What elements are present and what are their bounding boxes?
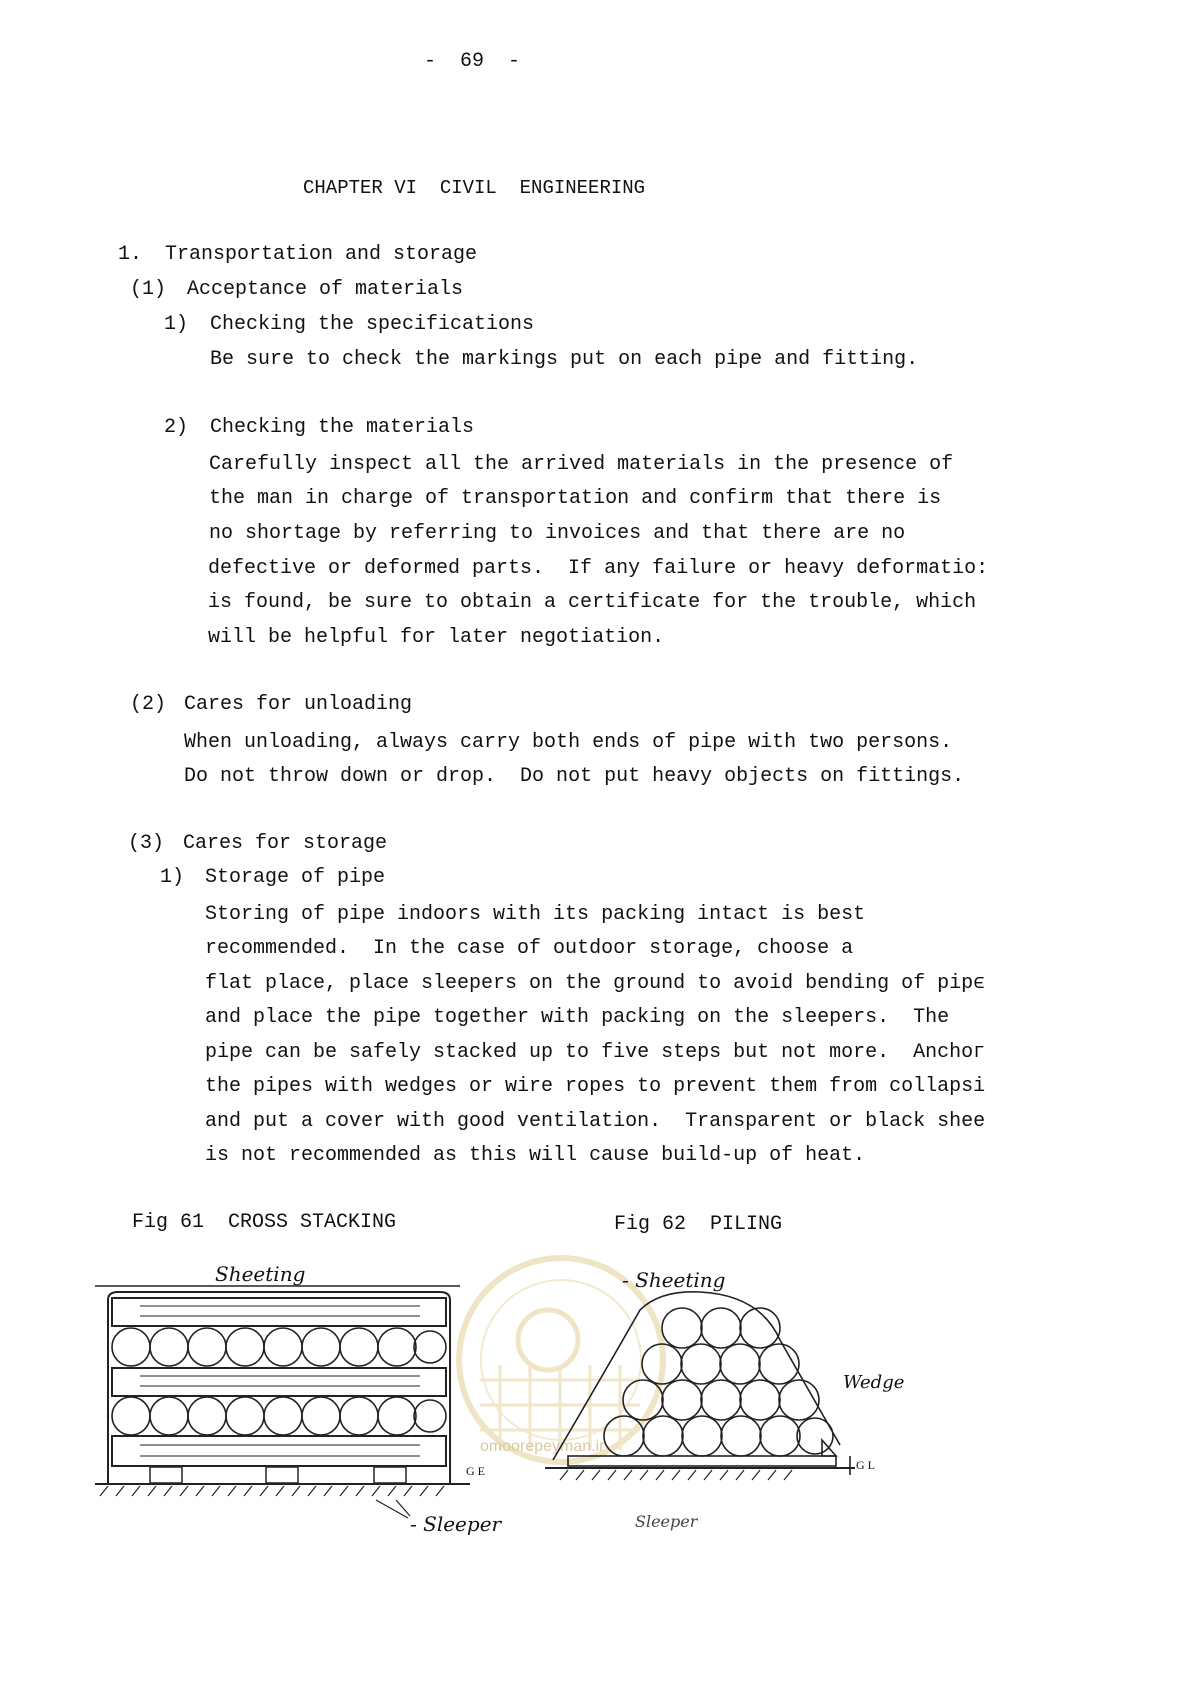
watermark-text: omoorepeyman.ir bbox=[480, 1438, 605, 1455]
label-wedge-62: Wedge bbox=[843, 1372, 905, 1393]
paragraph-line: Be sure to check the markings put on each pipe and fitting. bbox=[210, 348, 919, 371]
paragraph-line: will be helpful for later negotiation. bbox=[208, 626, 665, 649]
subsection-number: (2) bbox=[130, 693, 167, 716]
label-ground-62: G L bbox=[856, 1458, 875, 1472]
figure-caption: Fig 62 PILING bbox=[614, 1213, 783, 1236]
item-number: 1) bbox=[160, 866, 185, 889]
paragraph-line: flat place, place sleepers on the ground to avoid bending of pipϵ bbox=[205, 972, 986, 995]
section-title: Transportation and storage bbox=[165, 243, 478, 266]
paragraph-line: Do not throw down or drop. Do not put heavy objects on fittings. bbox=[184, 765, 965, 788]
paragraph-line: is found, be sure to obtain a certificate for the trouble, which bbox=[208, 591, 977, 614]
label-ground-61: G E bbox=[466, 1464, 485, 1478]
subsection-number: (1) bbox=[130, 278, 167, 301]
item-title: Checking the specifications bbox=[210, 313, 535, 336]
item-number: 2) bbox=[164, 416, 189, 439]
item-title: Checking the materials bbox=[210, 416, 475, 439]
item-title: Storage of pipe bbox=[205, 866, 386, 889]
paragraph-line: the pipes with wedges or wire ropes to prevent them from collapsi bbox=[205, 1075, 986, 1098]
chapter-title: CHAPTER VI CIVIL ENGINEERING bbox=[303, 177, 646, 199]
paragraph-line: defective or deformed parts. If any failure or heavy deformatio: bbox=[208, 557, 989, 580]
paragraph-line: pipe can be safely stacked up to five steps but not more. Anchoг bbox=[205, 1041, 986, 1064]
label-sleeper-61: - Sleeper bbox=[410, 1512, 502, 1536]
section-number: 1. bbox=[118, 243, 143, 266]
paragraph-line: When unloading, always carry both ends of pipe with two persons. bbox=[184, 731, 953, 754]
subsection-title: Cares for storage bbox=[183, 832, 388, 855]
label-sleeper-62: Sleeper bbox=[635, 1512, 698, 1531]
label-sheeting-62: - Sheeting bbox=[622, 1268, 726, 1292]
subsection-title: Cares for unloading bbox=[184, 693, 413, 716]
paragraph-line: Carefully inspect all the arrived materials in the presence of bbox=[209, 453, 954, 476]
page-number: - 69 - bbox=[424, 50, 521, 73]
label-sheeting-61: Sheeting bbox=[215, 1262, 306, 1286]
paragraph-line: the man in charge of transportation and confirm that there is bbox=[209, 487, 942, 510]
paragraph-line: is not recommended as this will cause build-up of heat. bbox=[205, 1144, 866, 1167]
paragraph-line: and place the pipe together with packing on the sleepers. The bbox=[205, 1006, 950, 1029]
paragraph-line: recommended. In the case of outdoor storage, choose a bbox=[205, 937, 854, 960]
subsection-number: (3) bbox=[128, 832, 165, 855]
item-number: 1) bbox=[164, 313, 189, 336]
paragraph-line: no shortage by referring to invoices and that there are no bbox=[209, 522, 906, 545]
figure-caption: Fig 61 CROSS STACKING bbox=[132, 1211, 397, 1234]
paragraph-line: Storing of pipe indoors with its packing intact is best bbox=[205, 903, 866, 926]
paragraph-line: and put a cover with good ventilation. Transparent or black shee bbox=[205, 1110, 986, 1133]
subsection-title: Acceptance of materials bbox=[187, 278, 464, 301]
